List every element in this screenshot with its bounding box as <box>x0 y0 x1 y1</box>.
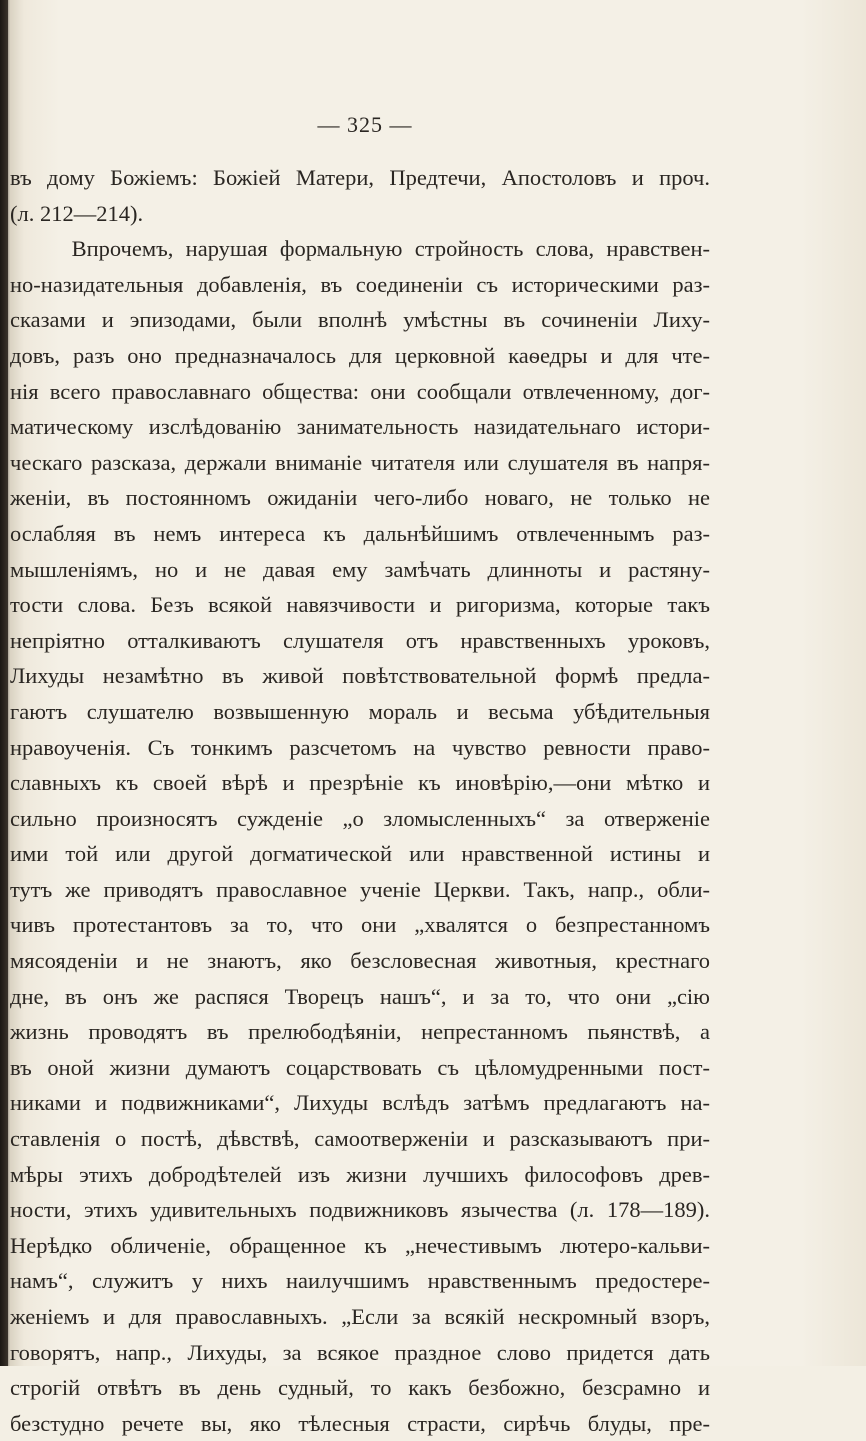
text-line: довъ, разъ оно предназначалось для церковной каѳедры и для чте- <box>10 342 710 368</box>
text-line: мѣры этихъ добродѣтелей изъ жизни лучшихъ философовъ древ- <box>10 1161 710 1187</box>
text-line: чивъ протестантовъ за то, что они „хвалятся о безпрестанномъ <box>10 912 710 938</box>
text-line: славныхъ къ своей вѣрѣ и презрѣніе къ иновѣрію,—они мѣтко и <box>10 770 710 796</box>
text-line: ими той или другой догматической или нравственной истины и <box>10 841 710 867</box>
text-line: мышленіямъ, но и не давая ему замѣчать длинноты и растяну- <box>10 556 710 582</box>
text-line: ности, этихъ удивительныхъ подвижниковъ язычества (л. 178—189). <box>10 1197 710 1223</box>
text-line: женіи, въ постоянномъ ожиданіи чего-либо новаго, не только не <box>10 485 710 511</box>
text-line: мясояденіи и не знаютъ, яко безсловесная животныя, крестнаго <box>10 948 710 974</box>
text-line: женіемъ и для православныхъ. „Если за всякій нескромный взоръ, <box>10 1304 710 1329</box>
text-line: Впрочемъ, нарушая формальную стройность слова, нравствен- <box>10 236 710 262</box>
text-line: въ оной жизни думаютъ соцарствовать съ цѣломудренными пост- <box>10 1054 710 1080</box>
text-line: (л. 212—214). <box>10 200 144 226</box>
text-line: говорятъ, напр., Лихуды, за всякое праздное слово придется дать <box>10 1339 710 1365</box>
text-line: въ дому Божіемъ: Божіей Матери, Предтечи, Апостоловъ и проч. <box>10 165 710 190</box>
text-line: никами и подвижниками“, Лихуды вслѣдъ затѣмъ предлагаютъ на- <box>10 1090 710 1116</box>
text-line: тутъ же приводятъ православное ученіе Церкви. Такъ, напр., обли- <box>10 876 710 902</box>
text-line: Лихуды незамѣтно въ живой повѣтствовательной формѣ предла- <box>10 663 710 689</box>
text-line: гаютъ слушателю возвышенную мораль и весьма убѣдительныя <box>10 698 710 724</box>
text-line: сказами и эпизодами, были вполнѣ умѣстны въ сочиненіи Лиху- <box>10 307 710 333</box>
text-line: строгій отвѣтъ въ день судный, то какъ безбожно, безсрамно и <box>10 1375 710 1401</box>
text-line: нравоученія. Съ тонкимъ разсчетомъ на чувство ревности право- <box>10 734 710 760</box>
text-line: ческаго разсказа, держали вниманіе читателя или слушателя въ напря- <box>10 449 710 475</box>
text-line: Нерѣдко обличеніе, обращенное къ „нечестивымъ лютеро-кальви- <box>10 1232 710 1258</box>
book-binding-edge <box>0 0 8 1366</box>
text-line: намъ“, служитъ у нихъ наилучшимъ нравственнымъ предостере- <box>10 1268 710 1294</box>
text-line: безстудно речете вы, яко тѣлесныя страсти, сирѣчь блуды, пре- <box>10 1410 710 1436</box>
body-text <box>10 160 710 1441</box>
text-line: нія всего православнаго общества: они сообщали отвлеченному, дог- <box>10 378 710 404</box>
text-line: тости слова. Безъ всякой навязчивости и ригоризма, которые такъ <box>10 592 710 618</box>
text-line: жизнь проводятъ въ прелюбодѣяніи, непрестанномъ пьянствѣ, а <box>10 1019 710 1045</box>
text-line: непріятно отталкиваютъ слушателя отъ нравственныхъ уроковъ, <box>10 627 710 653</box>
text-line: дне, въ онъ же распяся Творецъ нашъ“, и за то, что они „сію <box>10 983 710 1009</box>
text-line: ставленія о постѣ, дѣвствѣ, самоотверженіи и разсказываютъ при- <box>10 1126 710 1152</box>
text-line: ослабляя въ немъ интереса къ дальнѣйшимъ отвлеченнымъ раз- <box>10 520 710 546</box>
text-line: матическому изслѣдованію занимательность назидательнаго истори- <box>10 414 710 440</box>
page-number: — 325 — <box>317 112 413 137</box>
text-line: но-назидательныя добавленія, въ соединеніи съ историческими раз- <box>10 271 710 297</box>
text-line: сильно произносятъ сужденіе „о зломысленныхъ“ за отверженіе <box>10 805 710 831</box>
